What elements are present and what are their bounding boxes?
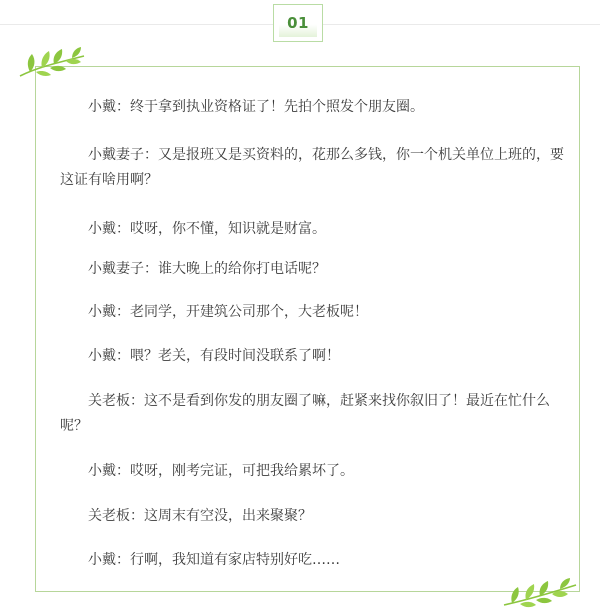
dialogue-paragraph: 小戴妻子：又是报班又是买资料的，花那么多钱，你一个机关单位上班的，要这证有啥用啊？	[60, 147, 564, 188]
dialogue-paragraph: 小戴：行啊，我知道有家店特别好吃……	[88, 552, 340, 568]
dialogue-paragraph: 小戴：老同学，开建筑公司那个，大老板呢！	[88, 304, 368, 320]
vine-decoration-bottom-right-icon	[500, 577, 580, 609]
dialogue-paragraph: 小戴妻子：谁大晚上的给你打电话呢？	[88, 261, 326, 277]
dialogue-paragraph: 关老板：这不是看到你发的朋友圈了嘛，赶紧来找你叙旧了！最近在忙什么呢？	[60, 393, 550, 434]
dialogue-paragraph: 小戴：哎呀，你不懂，知识就是财富。	[88, 221, 326, 237]
vine-decoration-top-left-icon	[18, 46, 90, 82]
dialogue-paragraph: 小戴：喂？老关，有段时间没联系了啊！	[88, 348, 340, 364]
badge-inner	[279, 9, 317, 37]
dialogue-paragraph: 小戴：终于拿到执业资格证了！先拍个照发个朋友圈。	[88, 99, 424, 115]
section-number-badge	[273, 4, 323, 42]
section-number: 01	[287, 14, 309, 32]
dialogue-paragraph: 关老板：这周末有空没，出来聚聚？	[88, 508, 312, 524]
dialogue-paragraph: 小戴：哎呀，刚考完证，可把我给累坏了。	[88, 463, 354, 479]
